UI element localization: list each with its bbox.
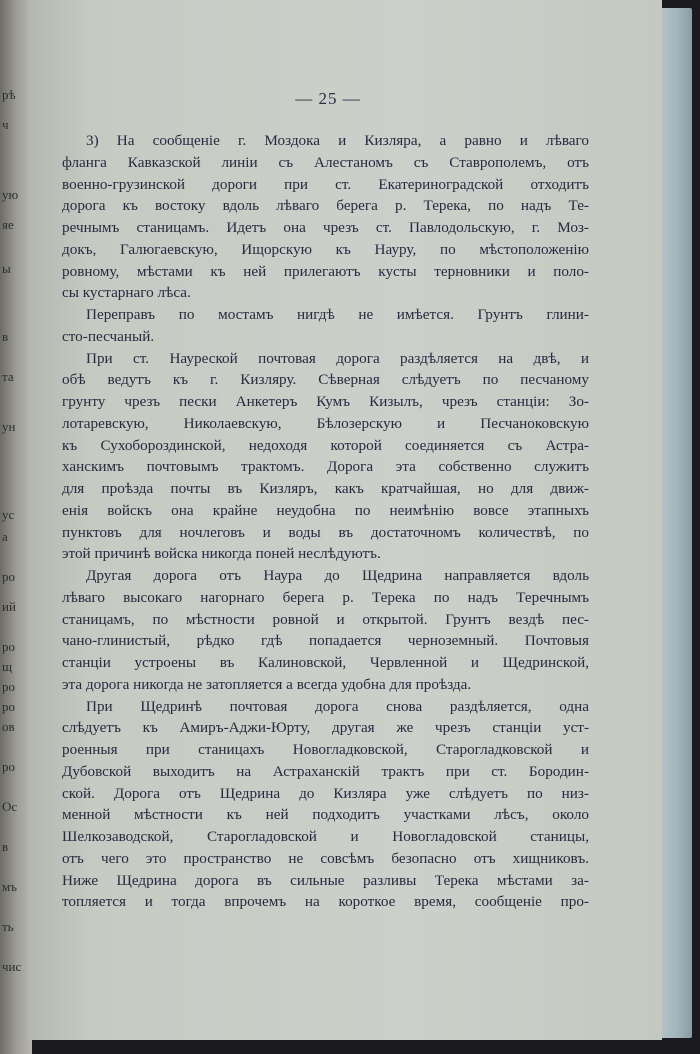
- spine-text-fragment: мъ: [2, 879, 17, 894]
- spine-text-fragment: ий: [2, 599, 16, 614]
- spine-text-fragment: та: [2, 369, 14, 384]
- spine-text-fragment: ро: [2, 759, 15, 774]
- text-line: отъ чего это пространство не совсѣмъ безопасно отъ хищниковъ.: [62, 849, 589, 867]
- spine-text-fragment: Ос: [2, 799, 18, 814]
- text-line: Переправъ по мостамъ нигдѣ не имѣется. Грунтъ глини-: [86, 306, 589, 323]
- text-line: При ст. Науреской почтовая дорога раздѣляется на двѣ, и: [86, 349, 589, 367]
- text-line: речнымъ станицамъ. Идетъ она чрезъ ст. Павлодольскую, г. Моз-: [62, 219, 589, 236]
- spine-text-fragment: ро: [2, 569, 15, 584]
- text-line: лотаревскую, Николаевскую, Бѣлозерскую и Песчаноковскую: [62, 414, 589, 432]
- text-line: докъ, Галюгаевскую, Ищорскую къ Науру, по мѣстоположенію: [62, 240, 589, 258]
- text-line: менной мѣстности къ ней подходитъ участками лѣсъ, около: [62, 806, 589, 824]
- text-line: 3) На сообщеніе г. Моздока и Кизляра, а равно и лѣваго: [86, 132, 589, 149]
- spine-text-fragment: в: [2, 839, 9, 854]
- spine-text-fragment: ус: [2, 507, 15, 522]
- spine-text-fragment: в: [2, 329, 9, 344]
- text-line: ской. Дорога отъ Щедрина до Кизляра уже слѣдуетъ по низ-: [62, 784, 589, 802]
- text-line: ровному, мѣстами къ ней прилегаютъ кусты терновники и поло-: [62, 262, 589, 280]
- spine-text-fragment: а: [2, 529, 8, 544]
- text-line: военно-грузинской дороги при ст. Екатериноградской отходитъ: [62, 175, 589, 193]
- spine-text-fragment: ро: [2, 639, 15, 654]
- spine-text-fragment: ро: [2, 699, 15, 714]
- spine-text-fragment: ть: [2, 919, 14, 934]
- text-line: енія войскъ она крайне неудобна по неимѣнію вовсе этапныхъ: [62, 501, 589, 519]
- text-line: станціи устроены въ Калиновской, Червленной и Щедринской,: [62, 654, 589, 671]
- text-line: этой причинѣ войска никогда поней неслѣдуютъ.: [62, 545, 381, 563]
- text-line: При Щедринѣ почтовая дорога снова раздѣляется, одна: [86, 697, 589, 715]
- spine-text-fragment: ы: [2, 261, 11, 276]
- spine-text-fragment: щ: [2, 659, 13, 674]
- text-line: грунту чрезъ пески Анкетеръ Кумъ Кизылъ, чрезъ станціи: Зо-: [62, 393, 589, 410]
- text-line: чано-глинистый, рѣдко гдѣ попадается черноземный. Почтовыя: [62, 632, 589, 650]
- text-line: роенныя при станицахъ Новогладковской, Старогладковской и: [62, 741, 589, 758]
- text-line: слѣдуетъ къ Амиръ-Аджи-Юрту, другая же чрезъ станціи уст-: [62, 719, 589, 737]
- text-line: эта дорога никогда не затопляется а всегда удобна для проѣзда.: [62, 675, 472, 693]
- text-line: топляется и тогда впрочемъ на короткое время, сообщеніе про-: [62, 893, 589, 911]
- text-line: Ниже Щедрина дорога въ сильные разливы Терека мѣстами за-: [62, 871, 589, 889]
- text-line: Шелкозаводской, Старогладовской и Новогладовской станицы,: [62, 828, 589, 845]
- page-number: — 25 —: [295, 89, 361, 108]
- text-line: къ Сухобороздинской, недоходя которой соединяется съ Астра-: [62, 436, 589, 454]
- text-line: для проѣзда почты въ Кизляръ, какъ кратчайшая, но для движ-: [62, 480, 589, 497]
- text-line: станицамъ, по мѣстности ровной и открытой. Грунтъ вездѣ пес-: [62, 610, 589, 628]
- text-line: фланга Кавказской линіи съ Алестаномъ съ Ставрополемъ, отъ: [62, 153, 589, 171]
- text-line: Другая дорога отъ Наура до Щедрина направляется вдоль: [86, 567, 589, 584]
- text-line: Дубовской выходитъ на Астраханскій трактъ при ст. Бородин-: [62, 762, 589, 780]
- text-line: сы кустарнаго лѣса.: [62, 284, 191, 302]
- text-line: ханскимъ почтовымъ трактомъ. Дорога эта собственно служитъ: [62, 458, 589, 476]
- spine-text-fragment: рѣ: [2, 87, 16, 102]
- text-line: дорога къ востоку вдоль лѣваго берега р. Терека, по надъ Те-: [62, 197, 589, 215]
- spine-text-fragment: ов: [2, 719, 15, 734]
- text-line: лѣваго высокаго нагорнаго берега р. Терека по надъ Теречнымъ: [62, 588, 589, 606]
- spine-text-fragment: чис: [2, 959, 22, 974]
- text-line: пунктовъ для ночлеговъ и воды въ достаточномъ количествѣ, по: [62, 523, 589, 541]
- spine-text-fragment: ую: [2, 187, 19, 202]
- text-line: сто-песчаный.: [62, 327, 155, 345]
- book-page: [28, 0, 662, 1040]
- text-line: обѣ ведутъ къ г. Кизляру. Сѣверная слѣдуетъ по песчаному: [62, 371, 589, 389]
- spine-text-fragment: яе: [2, 217, 14, 232]
- spine-text-fragment: ун: [2, 419, 16, 434]
- spine-text-fragment: ро: [2, 679, 15, 694]
- spine-text-fragment: ч: [2, 117, 9, 132]
